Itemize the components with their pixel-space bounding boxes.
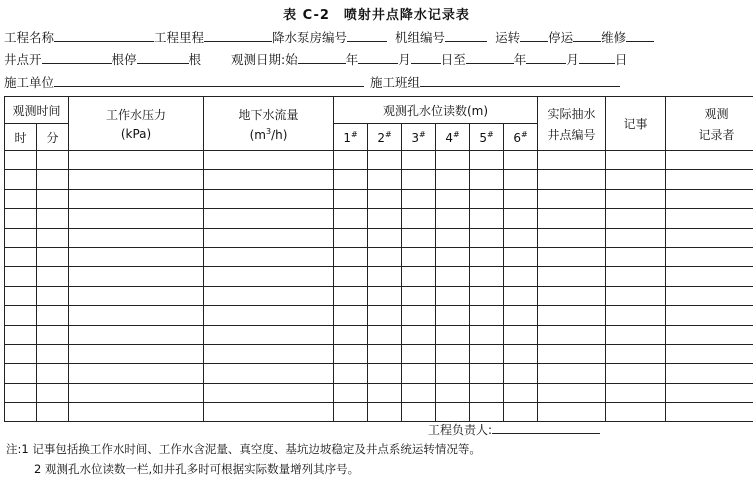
hole-6-mark: #	[521, 129, 528, 139]
table-row	[5, 286, 753, 305]
table-cell[interactable]	[666, 170, 753, 189]
table-row	[5, 209, 753, 228]
header-row-1	[4, 28, 654, 46]
table-cell[interactable]	[666, 403, 753, 422]
table-row	[5, 247, 753, 266]
table-cell[interactable]	[37, 325, 69, 344]
table-cell[interactable]	[368, 228, 402, 247]
table-cell[interactable]	[204, 344, 334, 363]
table-row	[5, 267, 753, 286]
hole-5-mark: #	[486, 129, 494, 139]
table-row	[5, 151, 753, 170]
table-cell[interactable]	[69, 286, 204, 305]
table-cell[interactable]	[334, 209, 368, 228]
table-cell[interactable]	[436, 189, 470, 208]
table-cell[interactable]	[334, 228, 368, 247]
table-cell[interactable]	[37, 403, 69, 422]
table-cell[interactable]	[204, 403, 334, 422]
table-cell[interactable]	[37, 228, 69, 247]
table-cell[interactable]	[538, 170, 606, 189]
table-cell[interactable]	[538, 209, 606, 228]
table-cell[interactable]	[69, 151, 204, 170]
hole-5-header	[470, 124, 504, 151]
hole-2-mark: #	[384, 129, 392, 139]
table-cell[interactable]	[470, 189, 504, 208]
table-cell[interactable]	[5, 286, 37, 305]
recorder-header	[666, 97, 753, 151]
hole-4-mark: #	[452, 129, 460, 139]
hole-3-header	[402, 124, 436, 151]
table-cell[interactable]	[402, 247, 436, 266]
table-cell[interactable]	[504, 403, 538, 422]
table-cell[interactable]	[666, 267, 753, 286]
note-2: 2 观测孔水位读数一栏,如井孔多时可根据实际数量增列其序号。	[34, 462, 360, 476]
hole-1-mark: #	[350, 129, 358, 139]
table-cell[interactable]	[666, 209, 753, 228]
table-cell[interactable]	[504, 151, 538, 170]
table-cell[interactable]	[538, 189, 606, 208]
table-cell[interactable]	[368, 383, 402, 402]
table-cell[interactable]	[402, 364, 436, 383]
table-cell[interactable]	[470, 306, 504, 325]
table-cell[interactable]	[334, 344, 368, 363]
table-cell[interactable]	[368, 189, 402, 208]
start-month-field[interactable]	[358, 52, 398, 64]
table-cell[interactable]	[606, 364, 666, 383]
flow-label: 地下水流量	[238, 107, 299, 122]
hole-4-no: 4	[445, 130, 453, 145]
table-cell[interactable]	[5, 151, 37, 170]
table-cell[interactable]	[37, 344, 69, 363]
table-cell[interactable]	[606, 209, 666, 228]
table-cell[interactable]	[69, 325, 204, 344]
actual-pump-label-1: 实际抽水	[547, 106, 596, 121]
table-cell[interactable]	[538, 403, 606, 422]
table-cell[interactable]	[368, 306, 402, 325]
wells-open-label: 井点开	[4, 52, 42, 67]
table-cell[interactable]	[538, 151, 606, 170]
table-cell[interactable]	[666, 344, 753, 363]
table-cell[interactable]	[37, 267, 69, 286]
table-cell[interactable]	[402, 286, 436, 305]
table-cell[interactable]	[69, 344, 204, 363]
root-label: 根	[188, 52, 202, 67]
table-cell[interactable]	[436, 267, 470, 286]
table-cell[interactable]	[436, 286, 470, 305]
table-cell[interactable]	[37, 364, 69, 383]
table-cell[interactable]	[334, 306, 368, 325]
stopped-field[interactable]	[573, 30, 601, 42]
table-cell[interactable]	[470, 228, 504, 247]
table-cell[interactable]	[5, 403, 37, 422]
table-cell[interactable]	[204, 383, 334, 402]
hole-2-header	[368, 124, 402, 151]
table-cell[interactable]	[538, 267, 606, 286]
table-cell[interactable]	[69, 247, 204, 266]
header-row-2	[4, 50, 627, 68]
table-cell[interactable]	[37, 306, 69, 325]
table-cell[interactable]	[5, 267, 37, 286]
table-cell[interactable]	[470, 286, 504, 305]
table-cell[interactable]	[470, 344, 504, 363]
table-cell[interactable]	[470, 364, 504, 383]
table-cell[interactable]	[606, 267, 666, 286]
table-cell[interactable]	[436, 151, 470, 170]
day-to-label: 日至	[440, 52, 466, 67]
obs-date-label: 观测日期:始	[231, 52, 298, 67]
table-cell[interactable]	[470, 403, 504, 422]
table-cell[interactable]	[204, 189, 334, 208]
table-cell[interactable]	[402, 170, 436, 189]
month-label: 月	[398, 52, 411, 67]
table-cell[interactable]	[334, 286, 368, 305]
table-cell[interactable]	[470, 151, 504, 170]
project-name-label: 工程名称	[4, 30, 55, 45]
table-cell[interactable]	[204, 267, 334, 286]
wells-open-field[interactable]	[42, 52, 112, 64]
hole-3-no: 3	[411, 130, 419, 145]
table-cell[interactable]	[606, 170, 666, 189]
hour-header: 时	[5, 124, 37, 151]
table-cell[interactable]	[606, 403, 666, 422]
hole-5-no: 5	[479, 130, 487, 145]
table-cell[interactable]	[606, 286, 666, 305]
table-cell[interactable]	[606, 383, 666, 402]
table-cell[interactable]	[504, 267, 538, 286]
flow-unit-pre: (m	[249, 127, 266, 142]
table-cell[interactable]	[504, 306, 538, 325]
unit-no-label: 机组编号	[395, 30, 446, 45]
table-cell[interactable]	[204, 364, 334, 383]
start-day-field[interactable]	[411, 52, 441, 64]
form-title	[0, 4, 753, 23]
table-cell[interactable]	[5, 306, 37, 325]
table-row	[5, 344, 753, 363]
table-cell[interactable]	[402, 306, 436, 325]
table-cell[interactable]	[334, 403, 368, 422]
table-cell[interactable]	[204, 306, 334, 325]
table-cell[interactable]	[204, 151, 334, 170]
table-cell[interactable]	[402, 209, 436, 228]
table-cell[interactable]	[666, 189, 753, 208]
table-cell[interactable]	[538, 306, 606, 325]
table-cell[interactable]	[606, 247, 666, 266]
running-label: 运转	[495, 30, 521, 45]
table-cell[interactable]	[606, 306, 666, 325]
table-cell[interactable]	[69, 383, 204, 402]
table-cell[interactable]	[368, 325, 402, 344]
hole-1-header	[334, 124, 368, 151]
table-cell[interactable]	[204, 228, 334, 247]
table-cell[interactable]	[69, 267, 204, 286]
table-cell[interactable]	[436, 170, 470, 189]
table-cell[interactable]	[368, 403, 402, 422]
unit-no-field[interactable]	[445, 30, 487, 42]
table-cell[interactable]	[504, 247, 538, 266]
table-cell[interactable]	[606, 151, 666, 170]
table-row	[5, 403, 753, 422]
table-cell[interactable]	[334, 189, 368, 208]
table-cell[interactable]	[470, 267, 504, 286]
table-cell[interactable]	[436, 403, 470, 422]
table-cell[interactable]	[402, 383, 436, 402]
table-cell[interactable]	[69, 209, 204, 228]
table-cell[interactable]	[69, 228, 204, 247]
responsible-label: 工程负责人:	[428, 423, 493, 437]
table-cell[interactable]	[204, 247, 334, 266]
table-cell[interactable]	[436, 306, 470, 325]
table-cell[interactable]	[368, 344, 402, 363]
table-cell[interactable]	[204, 170, 334, 189]
table-cell[interactable]	[504, 170, 538, 189]
month2-label: 月	[566, 52, 579, 67]
table-cell[interactable]	[606, 228, 666, 247]
hole-reading-header: 观测孔水位读数(m)	[334, 97, 538, 124]
table-row	[5, 383, 753, 402]
flow-unit-post: /h)	[271, 127, 288, 142]
maintenance-field[interactable]	[626, 30, 654, 42]
hole-3-mark: #	[418, 129, 426, 139]
table-row	[5, 170, 753, 189]
construction-team-field[interactable]	[420, 75, 620, 87]
table-cell[interactable]	[436, 247, 470, 266]
table-cell[interactable]	[504, 364, 538, 383]
running-field[interactable]	[520, 30, 548, 42]
table-cell[interactable]	[37, 286, 69, 305]
work-pressure-unit: (kPa)	[120, 127, 152, 141]
table-row	[5, 306, 753, 325]
table-cell[interactable]	[402, 151, 436, 170]
table-row	[5, 189, 753, 208]
table-cell[interactable]	[666, 247, 753, 266]
table-body	[5, 151, 753, 422]
table-cell[interactable]	[504, 209, 538, 228]
table-cell[interactable]	[334, 364, 368, 383]
table-cell[interactable]	[402, 228, 436, 247]
table-cell[interactable]	[69, 170, 204, 189]
actual-pump-header	[538, 97, 606, 151]
table-cell[interactable]	[504, 383, 538, 402]
hole-6-no: 6	[513, 130, 521, 145]
table-cell[interactable]	[666, 228, 753, 247]
form-code: 表 C-2	[283, 8, 330, 23]
table-cell[interactable]	[5, 209, 37, 228]
table-cell[interactable]	[69, 364, 204, 383]
table-cell[interactable]	[204, 286, 334, 305]
table-cell[interactable]	[504, 228, 538, 247]
table-cell[interactable]	[666, 286, 753, 305]
year-label: 年	[345, 52, 359, 67]
table-cell[interactable]	[436, 364, 470, 383]
table-cell[interactable]	[5, 170, 37, 189]
table-cell[interactable]	[538, 364, 606, 383]
flow-header	[204, 97, 334, 151]
table-cell[interactable]	[538, 325, 606, 344]
table-cell[interactable]	[5, 247, 37, 266]
table-cell[interactable]	[5, 325, 37, 344]
table-cell[interactable]	[5, 344, 37, 363]
table-cell[interactable]	[5, 364, 37, 383]
table-cell[interactable]	[436, 344, 470, 363]
construction-team-label: 施工班组	[370, 75, 421, 90]
hole-6-header	[504, 124, 538, 151]
table-cell[interactable]	[666, 364, 753, 383]
table-cell[interactable]	[402, 189, 436, 208]
table-cell[interactable]	[204, 325, 334, 344]
table-cell[interactable]	[204, 209, 334, 228]
table-cell[interactable]	[606, 189, 666, 208]
obs-time-header: 观测时间	[5, 97, 69, 124]
table-cell[interactable]	[538, 228, 606, 247]
table-cell[interactable]	[37, 209, 69, 228]
table-cell[interactable]	[334, 170, 368, 189]
stopped-label: 停运	[548, 30, 574, 45]
hole-4-header	[436, 124, 470, 151]
year2-label: 年	[513, 52, 527, 67]
table-cell[interactable]	[368, 286, 402, 305]
table-cell[interactable]	[334, 383, 368, 402]
table-cell[interactable]	[504, 325, 538, 344]
header-row-3	[4, 73, 620, 91]
table-cell[interactable]	[37, 247, 69, 266]
table-cell[interactable]	[606, 325, 666, 344]
table-cell[interactable]	[504, 344, 538, 363]
form-title-text: 喷射井点降水记录表	[343, 8, 470, 23]
hole-1-no: 1	[343, 130, 351, 145]
hole-2-no: 2	[377, 130, 385, 145]
record-table	[4, 96, 753, 422]
responsible-line	[428, 421, 600, 438]
table-cell[interactable]	[470, 170, 504, 189]
table-cell[interactable]	[402, 267, 436, 286]
flow-unit-sup: 3	[265, 126, 272, 136]
end-year-field[interactable]	[466, 52, 514, 64]
pump-house-no-label: 降水泵房编号	[272, 30, 348, 45]
table-cell[interactable]	[69, 189, 204, 208]
pump-house-no-field[interactable]	[347, 30, 387, 42]
table-row	[5, 325, 753, 344]
table-cell[interactable]	[436, 325, 470, 344]
work-pressure-label: 工作水压力	[106, 108, 167, 122]
table-cell[interactable]	[470, 325, 504, 344]
table-cell[interactable]	[606, 344, 666, 363]
table-cell[interactable]	[69, 403, 204, 422]
table-cell[interactable]	[436, 228, 470, 247]
table-cell[interactable]	[334, 267, 368, 286]
table-cell[interactable]	[470, 247, 504, 266]
table-cell[interactable]	[37, 189, 69, 208]
table-cell[interactable]	[402, 325, 436, 344]
table-cell[interactable]	[334, 151, 368, 170]
table-cell[interactable]	[470, 383, 504, 402]
table-cell[interactable]	[368, 267, 402, 286]
table-cell[interactable]	[666, 306, 753, 325]
table-row	[5, 228, 753, 247]
table-cell[interactable]	[436, 209, 470, 228]
table-cell[interactable]	[538, 344, 606, 363]
end-month-field[interactable]	[526, 52, 566, 64]
minute-header: 分	[37, 124, 69, 151]
table-cell[interactable]	[5, 189, 37, 208]
construction-unit-field[interactable]	[54, 75, 364, 87]
table-cell[interactable]	[37, 383, 69, 402]
table-cell[interactable]	[69, 306, 204, 325]
project-name-field[interactable]	[54, 30, 154, 42]
table-cell[interactable]	[5, 383, 37, 402]
construction-unit-label: 施工单位	[4, 75, 55, 90]
table-cell[interactable]	[368, 209, 402, 228]
wells-stop-field[interactable]	[137, 52, 189, 64]
table-cell[interactable]	[37, 170, 69, 189]
recorder-label-2: 记录者	[698, 127, 735, 142]
end-day-field[interactable]	[579, 52, 615, 64]
recorder-label-1: 观测	[704, 106, 729, 121]
maintenance-label: 维修	[601, 30, 627, 45]
table-cell[interactable]	[368, 247, 402, 266]
flow-unit	[204, 127, 333, 142]
table-cell[interactable]	[402, 344, 436, 363]
table-cell[interactable]	[666, 325, 753, 344]
table-cell[interactable]	[538, 247, 606, 266]
table-cell[interactable]	[504, 286, 538, 305]
table-cell[interactable]	[368, 364, 402, 383]
table-cell[interactable]	[470, 209, 504, 228]
table-cell[interactable]	[666, 151, 753, 170]
table-cell[interactable]	[666, 383, 753, 402]
table-row	[5, 364, 753, 383]
start-year-field[interactable]	[298, 52, 346, 64]
table-cell[interactable]	[402, 403, 436, 422]
day2-label: 日	[614, 52, 628, 67]
actual-pump-label-2: 井点编号	[547, 127, 596, 142]
table-cell[interactable]	[37, 151, 69, 170]
table-cell[interactable]	[368, 151, 402, 170]
table-cell[interactable]	[436, 383, 470, 402]
work-pressure-header	[69, 97, 204, 151]
project-mileage-field[interactable]	[204, 30, 272, 42]
root-stop-label: 根停	[111, 52, 137, 67]
responsible-field[interactable]	[492, 422, 600, 434]
table-cell[interactable]	[368, 170, 402, 189]
table-cell[interactable]	[538, 383, 606, 402]
table-cell[interactable]	[504, 189, 538, 208]
notes-header: 记事	[606, 97, 666, 151]
table-cell[interactable]	[5, 228, 37, 247]
table-cell[interactable]	[334, 247, 368, 266]
note-1: 注:1 记事包括换工作水时间、工作水含泥量、真空度、基坑边坡稳定及井点系统运转情况等。	[6, 442, 481, 456]
project-mileage-label: 工程里程	[154, 30, 205, 45]
table-cell[interactable]	[334, 325, 368, 344]
table-cell[interactable]	[538, 286, 606, 305]
